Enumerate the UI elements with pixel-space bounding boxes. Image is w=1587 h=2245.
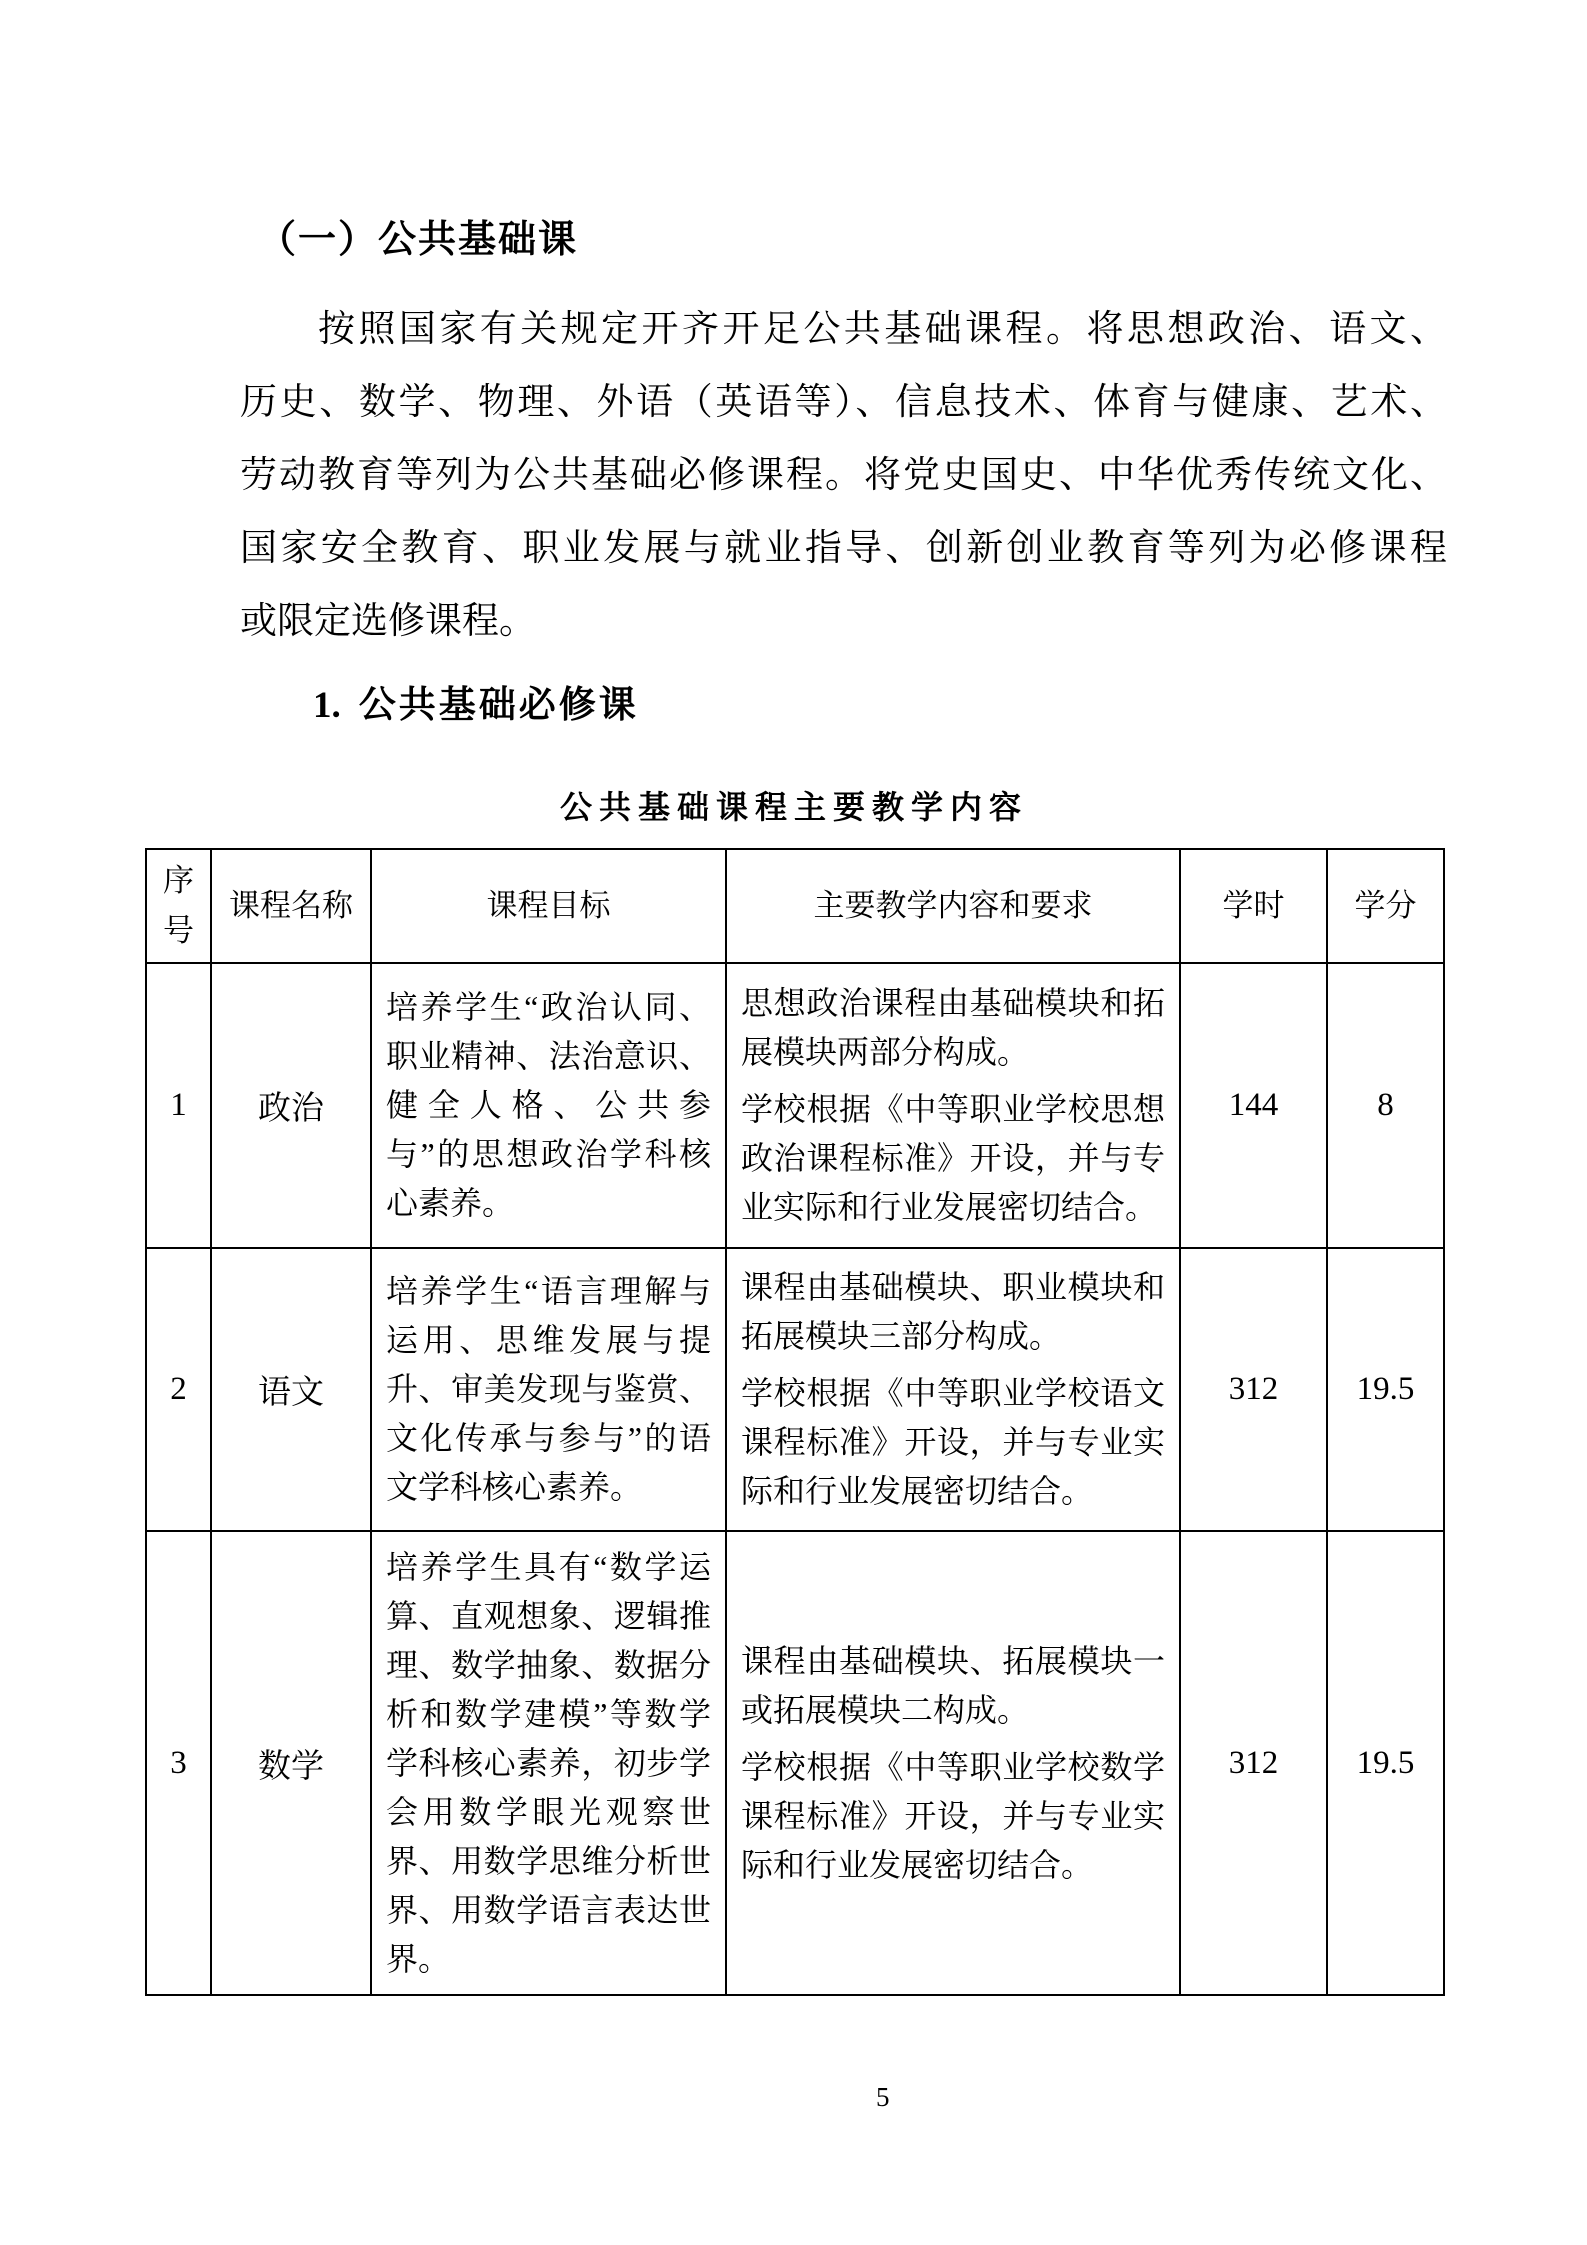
cell-objective xyxy=(371,963,726,1248)
cell-credits: 8 xyxy=(1327,963,1444,1248)
section-heading: （一）公共基础课 xyxy=(258,219,579,261)
cell-no: 3 xyxy=(146,1531,211,1995)
header-credits: 学分 xyxy=(1327,849,1444,963)
cell-objective xyxy=(371,1248,726,1531)
header-content: 主要教学内容和要求 xyxy=(726,849,1180,963)
objective-text: 培养学生“语言理解与运用、思维发展与提升、审美发现与鉴赏、文化传承与参与”的语文学科核心素养。 xyxy=(386,1273,711,1505)
paragraph-line: 劳动教育等列为公共基础必修课程。将党史国史、中华优秀传统文化、 xyxy=(240,455,1447,496)
cell-course: 数学 xyxy=(211,1531,371,1995)
objective-text: 培养学生具有“数学运算、直观想象、逻辑推理、数学抽象、数据分析和数学建模”等数学学科核心素养，初步学会用数学眼光观察世界、用数学思维分析世界、用数学语言表达世界。 xyxy=(386,1548,711,1977)
subsection-number: 1. xyxy=(313,685,341,726)
cell-credits: 19.5 xyxy=(1327,1248,1444,1531)
body-paragraph xyxy=(240,293,1447,658)
cell-hours: 312 xyxy=(1180,1248,1327,1531)
content-paragraph: 思想政治课程由基础模块和拓展模块两部分构成。 xyxy=(741,985,1165,1070)
paragraph-line: 国家安全教育、职业发展与就业指导、创新创业教育等列为必修课程 xyxy=(240,528,1447,569)
content-paragraph: 课程由基础模块、职业模块和拓展模块三部分构成。 xyxy=(741,1269,1165,1354)
header-course: 课程名称 xyxy=(211,849,371,963)
content-paragraph: 学校根据《中等职业学校数学课程标准》开设，并与专业实际和行业发展密切结合。 xyxy=(741,1748,1165,1883)
cell-course: 语文 xyxy=(211,1248,371,1531)
table-title: 公共基础课程主要教学内容 xyxy=(559,789,1028,825)
content-paragraph: 学校根据《中等职业学校语文课程标准》开设，并与专业实际和行业发展密切结合。 xyxy=(741,1375,1165,1509)
subsection-title: 公共基础必修课 xyxy=(358,685,639,726)
page-number: 5 xyxy=(876,2082,890,2112)
header-objective: 课程目标 xyxy=(371,849,726,963)
table-row xyxy=(146,1248,1444,1531)
content-paragraph: 课程由基础模块、拓展模块一或拓展模块二构成。 xyxy=(741,1642,1165,1728)
cell-objective xyxy=(371,1531,726,1995)
table-row xyxy=(146,963,1444,1248)
cell-course: 政治 xyxy=(211,963,371,1248)
subsection-heading xyxy=(313,684,639,728)
cell-content xyxy=(726,1248,1180,1531)
table-row xyxy=(146,1531,1444,1995)
paragraph-line: 按照国家有关规定开齐开足公共基础课程。将思想政治、语文、 xyxy=(318,309,1447,350)
header-hours: 学时 xyxy=(1180,849,1327,963)
header-no: 序号 xyxy=(146,849,211,963)
cell-hours: 144 xyxy=(1180,963,1327,1248)
cell-credits: 19.5 xyxy=(1327,1531,1444,1995)
content-paragraph: 学校根据《中等职业学校思想政治课程标准》开设，并与专业实际和行业发展密切结合。 xyxy=(741,1091,1165,1225)
cell-no: 1 xyxy=(146,963,211,1248)
courses-table xyxy=(145,848,1445,1996)
cell-hours: 312 xyxy=(1180,1531,1327,1995)
cell-content xyxy=(726,1531,1180,1995)
paragraph-line: 历史、数学、物理、外语（英语等）、信息技术、体育与健康、艺术、 xyxy=(240,382,1447,423)
cell-content xyxy=(726,963,1180,1248)
table-header-row xyxy=(146,849,1444,963)
paragraph-line: 或限定选修课程。 xyxy=(240,601,536,642)
cell-no: 2 xyxy=(146,1248,211,1531)
objective-text: 培养学生“政治认同、职业精神、法治意识、健全人格、公共参与”的思想政治学科核心素养。 xyxy=(386,989,711,1221)
